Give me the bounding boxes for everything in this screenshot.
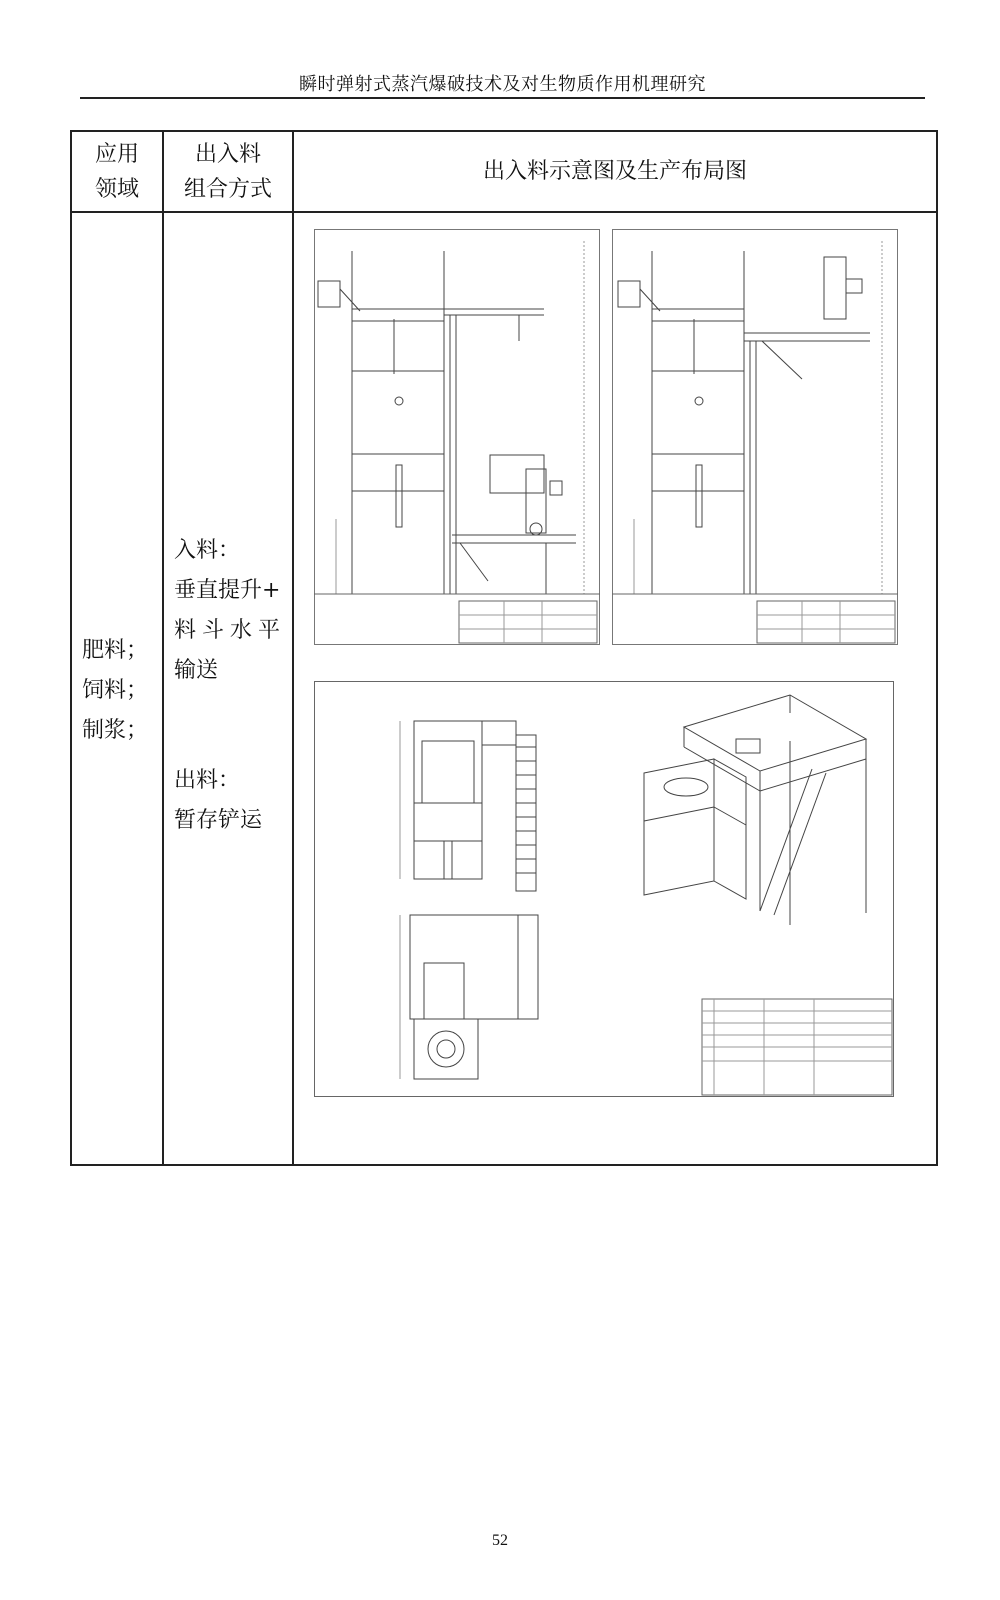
infeed-line-3: 输送	[174, 658, 219, 683]
outfeed-line-1: 暂存铲运	[174, 808, 263, 833]
header-field	[71, 131, 163, 212]
page-number: 52	[492, 1532, 508, 1549]
table-header-row	[71, 131, 937, 212]
running-title: 瞬时弹射式蒸汽爆破技术及对生物质作用机理研究	[299, 74, 706, 95]
infeed-line-1: 垂直提升+	[174, 578, 281, 603]
table-row	[71, 212, 937, 1165]
application-fields-cell	[71, 212, 163, 1165]
header-drawings: 出入料示意图及生产布局图	[293, 131, 937, 212]
header-combo-line-1: 出入料	[194, 141, 261, 167]
elevation-drawing-2	[612, 229, 898, 645]
elevation-drawing-1	[314, 229, 600, 645]
header-field-line-2: 领域	[94, 176, 139, 202]
drawings-cell	[293, 212, 937, 1165]
infeed-label: 入料：	[174, 538, 241, 563]
combination-cell	[163, 212, 293, 1165]
field-fertilizer: 肥料；	[82, 638, 149, 663]
header-combo	[163, 131, 293, 212]
field-pulping: 制浆；	[82, 718, 149, 743]
field-feed: 饲料；	[82, 678, 149, 703]
header-rule	[80, 97, 925, 99]
header-combo-line-2: 组合方式	[183, 176, 272, 202]
platform-layout-drawing	[314, 681, 894, 1097]
header-field-line-1: 应用	[94, 141, 139, 167]
infeed-line-2: 料斗水平	[174, 618, 287, 643]
layout-table	[70, 130, 938, 1166]
outfeed-label: 出料：	[174, 768, 241, 793]
